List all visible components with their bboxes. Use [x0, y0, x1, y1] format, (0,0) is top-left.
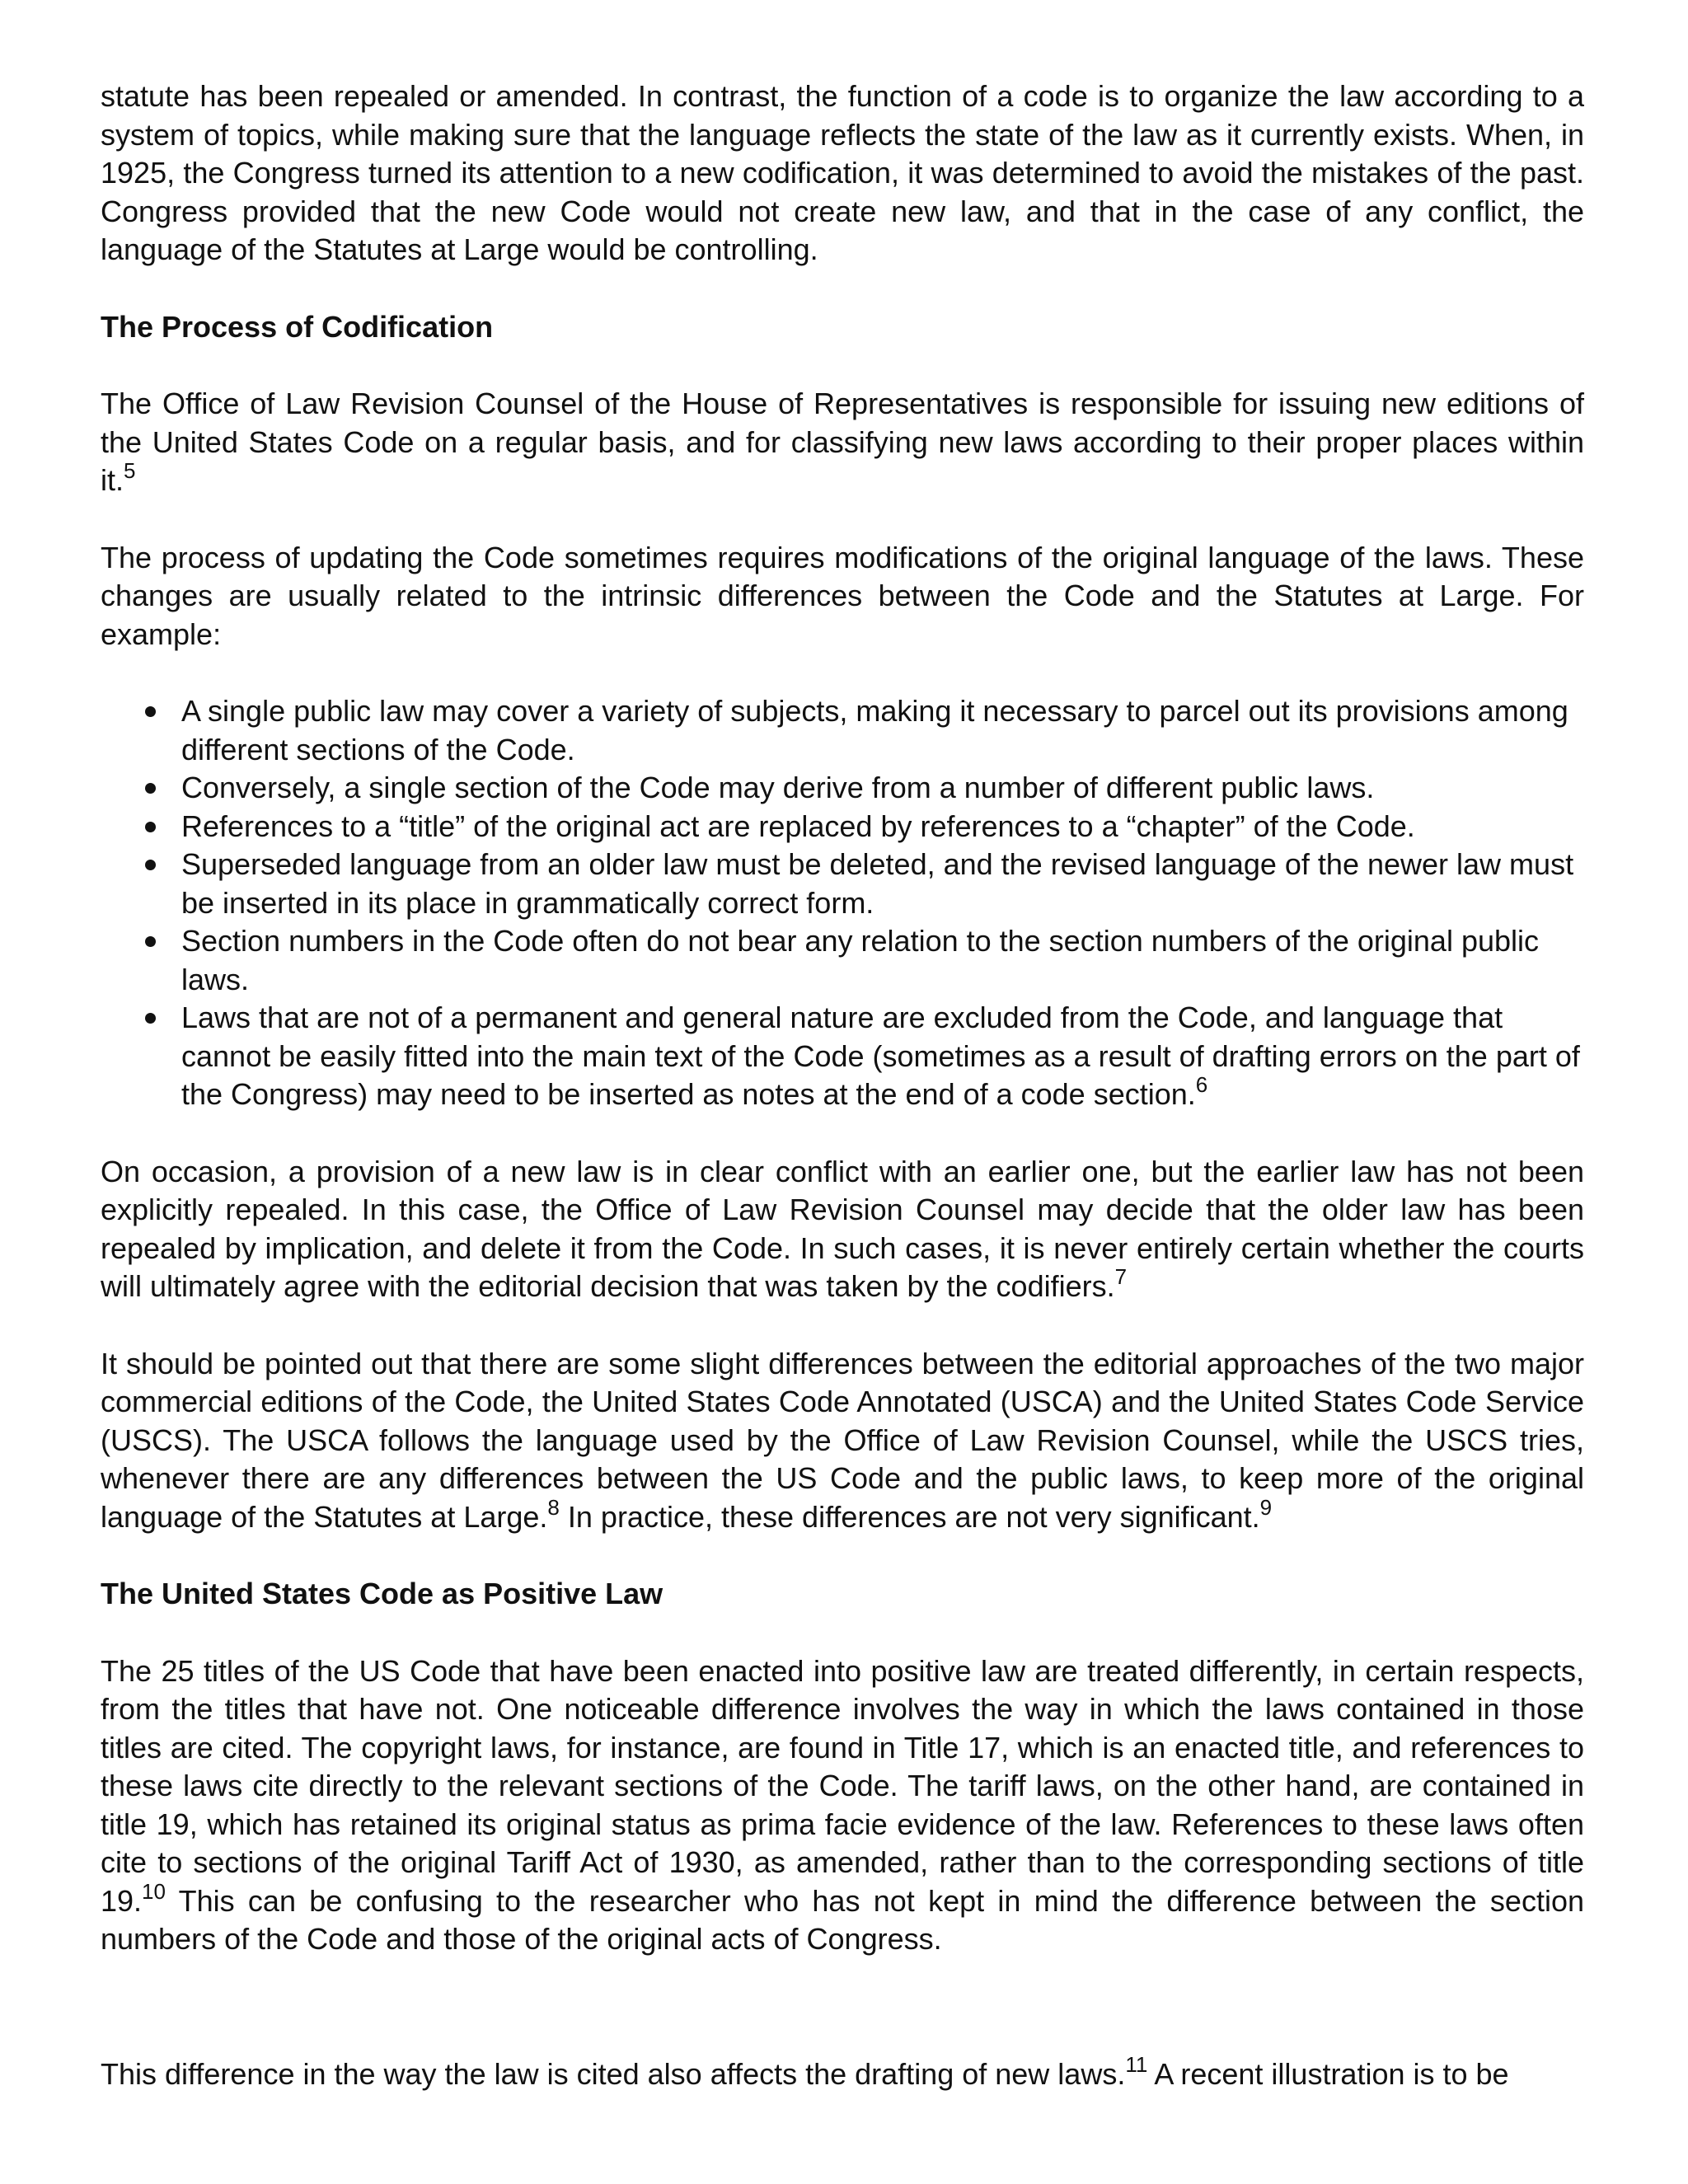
list-item [181, 846, 1584, 922]
paragraph-text: This can be confusing to the researcher who has not kept in mind the difference between the section numbers of the Code and those of the original acts of Congress. [101, 1883, 1584, 1956]
cut-off-text-line [101, 2052, 1584, 2095]
list-item [181, 692, 1584, 769]
bullet-icon [145, 822, 156, 832]
footnote-ref-11: 11 [1125, 2052, 1148, 2077]
list-item [181, 808, 1584, 846]
bullet-icon [145, 936, 156, 947]
list-item-text: References to a “title” of the original act are replaced by references to a “chapter” of the Code. [181, 808, 1415, 843]
document-page [101, 77, 1584, 1959]
footnote-ref-8: 8 [547, 1494, 560, 1520]
list-item [181, 769, 1584, 808]
bullet-list-modifications [101, 692, 1584, 1114]
footnote-ref-5: 5 [124, 458, 136, 483]
list-item-text: A single public law may cover a variety of subjects, making it necessary to parcel out its provisions among different sections of the Code. [181, 694, 1568, 766]
paragraph-positive-law-titles [101, 1652, 1584, 1959]
paragraph-text: This difference in the way the law is cited also affects the drafting of new laws. [101, 2057, 1126, 2091]
paragraph-repeal-by-implication [101, 1153, 1584, 1306]
paragraph-text: On occasion, a provision of a new law is in clear conflict with an earlier one, but the earlier law has not been explicitly repealed. In this case, the Office of Law Revision Counsel may decide that the older law has been repealed by implication, and delete it from the Code. In such cases, it is never entirely certain whether the courts will ultimately agree with the editorial decision that was taken by the codifiers. [101, 1154, 1584, 1303]
footnote-ref-6: 6 [1195, 1072, 1208, 1097]
footnote-ref-9: 9 [1259, 1494, 1273, 1520]
paragraph-text: The Office of Law Revision Counsel of the House of Representatives is responsible for issuing new editions of the United States Code on a regular basis, and for classifying new laws according to their proper places within it. [101, 387, 1584, 497]
paragraph-text: A recent illustration is to be [1147, 2057, 1509, 2091]
paragraph-codification-intro: statute has been repealed or amended. In contrast, the function of a code is to organize the law according to a system of topics, while making sure that the language reflects the state of the law as it currently exists. When, in 1925, the Congress turned its attention to a new codification, it was determined to avoid the mistakes of the past. Congress provided that the new Code would not create new law, and that in the case of any conflict, the language of the Statutes at Large would be controlling. [101, 79, 1584, 266]
paragraph-text: In practice, these differences are not very significant. [559, 1499, 1260, 1534]
bullet-icon [145, 706, 156, 717]
list-item [181, 999, 1584, 1114]
heading-process-of-codification: The Process of Codification [101, 309, 494, 344]
list-item-text: Laws that are not of a permanent and general nature are excluded from the Code, and language that cannot be easily fitted into the main text of the Code (sometimes as a result of drafting errors on the part of the Congress) may need to be inserted as notes at the end of a code section. [181, 1001, 1580, 1111]
list-item-text: Superseded language from an older law must be deleted, and the revised language of the newer law must be inserted in its place in grammatically correct form. [181, 847, 1574, 920]
bullet-icon [145, 1013, 156, 1024]
heading-code-as-positive-law: The United States Code as Positive Law [101, 1577, 663, 1610]
paragraph-commercial-editions [101, 1345, 1584, 1537]
paragraph-cited-drafting [101, 2052, 1584, 2094]
footnote-ref-10: 10 [142, 1878, 166, 1904]
list-item [181, 922, 1584, 999]
list-item-text: Section numbers in the Code often do not bear any relation to the section numbers of the original public laws. [181, 924, 1540, 996]
footnote-ref-7: 7 [1114, 1264, 1128, 1289]
paragraph-law-revision-counsel [101, 385, 1584, 500]
list-item-text: Conversely, a single section of the Code may derive from a number of different public laws. [181, 771, 1375, 804]
paragraph-updating-process: The process of updating the Code sometimes requires modifications of the original language of the laws. These changes are usually related to the intrinsic differences between the Code and the Statutes at Large. For example: [101, 540, 1584, 651]
bullet-icon [145, 860, 156, 870]
paragraph-text: The 25 titles of the US Code that have been enacted into positive law are treated differently, in certain respects, from the titles that have not. One noticeable difference involves the way in which the laws contained in those titles are cited. The copyright laws, for instance, are found in Title 17, which is an enacted title, and references to these laws cite directly to the relevant sections of the Code. The tariff laws, on the other hand, are contained in title 19, which has retained its original status as prima facie evidence of the law. References to these laws often cite to sections of the original Tariff Act of 1930, as amended, rather than to the corresponding sections of title 19. [101, 1653, 1584, 1918]
bullet-icon [145, 783, 156, 794]
paragraph-text: It should be pointed out that there are some slight differences between the editorial approaches of the two major commercial editions of the Code, the United States Code Annotated (USCA) and the United States Code Service (USCS). The USCA follows the language used by the Office of Law Revision Counsel, while the USCS tries, whenever there are any differences between the US Code and the public laws, to keep more of the original language of the Statutes at Large. [101, 1346, 1584, 1534]
